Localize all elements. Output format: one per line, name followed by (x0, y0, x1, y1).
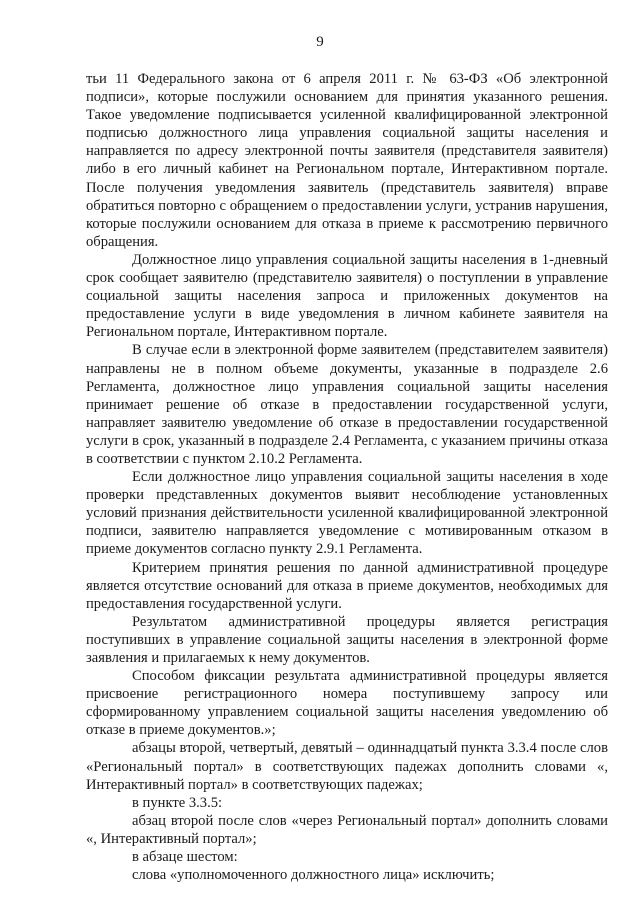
paragraph-continuation: тьи 11 Федерального закона от 6 апреля 2011 г. № 63-ФЗ «Об электронной подписи», которые послужили основанием для принятия указанного решения. Такое уведомление подписывается усиленной квалифицированной электронной подписью должностного лица управления социальной защиты населения и направляется по адресу электронной почты заявителя (представителя заявителя) либо в его личный кабинет на Региональном портале, Интерактивном портале. После получения уведомления заявитель (представитель заявителя) вправе обратиться повторно с обращением о предоставлении услуги, устранив нарушения, которые послужили основанием для отказа в приеме к рассмотрению первичного обращения. (86, 71, 608, 250)
paragraph: в пункте 3.3.5: (132, 794, 223, 811)
paragraph: Если должностное лицо управления социальной защиты населения в ходе проверки представленных документов выявит несоблюдение установленных условий признания действительности усиленной квалифицированной электронной подписи, заявителю направляется уведомление с мотивированным отказом в приеме документов согласно пункту 2.9.1 Регламента. (86, 469, 608, 558)
paragraph: в абзаце шестом: (132, 849, 238, 866)
paragraph: Способом фиксации результата административной процедуры является присвоение регистрационного номера поступившему запросу или сформированному управлением социальной защиты населения уведомлению об отказе в приеме документов.»; (86, 668, 608, 739)
paragraph: абзац второй после слов «через Региональный портал» дополнить словами «, Интерактивный портал»; (86, 812, 608, 847)
paragraph: Критерием принятия решения по данной административной процедуре является отсутствие оснований для отказа в приеме документов, необходимых для предоставления государственной услуги. (86, 559, 608, 612)
paragraph: Результатом административной процедуры является регистрация поступивших в управление социальной защиты населения в электронной форме заявления и прилагаемых к нему документов. (86, 613, 608, 666)
document-body (86, 70, 608, 884)
paragraph: В случае если в электронной форме заявителем (представителем заявителя) направлены не в полном объеме документы, указанные в подразделе 2.6 Регламента, должностное лицо управления социальной защиты населения принимает решение об отказе в предоставлении государственной услуги, направляет заявителю уведомление об отказе в предоставлении государственной услуги в срок, указанный в подразделе 2.4 Регламента, с указанием причины отказа в соответствии с пунктом 2.10.2 Регламента. (86, 342, 608, 467)
paragraph: абзацы второй, четвертый, девятый – одиннадцатый пункта 3.3.4 после слов «Региональный портал» в соответствующих падежах дополнить словами «, Интерактивный портал» в соответствующих падежах; (86, 740, 608, 793)
page-number: 9 (316, 34, 324, 50)
paragraph: слова «уполномоченного должностного лица» исключить; (132, 867, 495, 884)
paragraph: Должностное лицо управления социальной защиты населения в 1-дневный срок сообщает заявителю (представителю заявителя) о поступлении в управление социальной защиты населения запроса и приложенных документов на предоставление услуги в виде уведомления в личном кабинете заявителя на Региональном портале, Интерактивном портале. (86, 251, 608, 341)
